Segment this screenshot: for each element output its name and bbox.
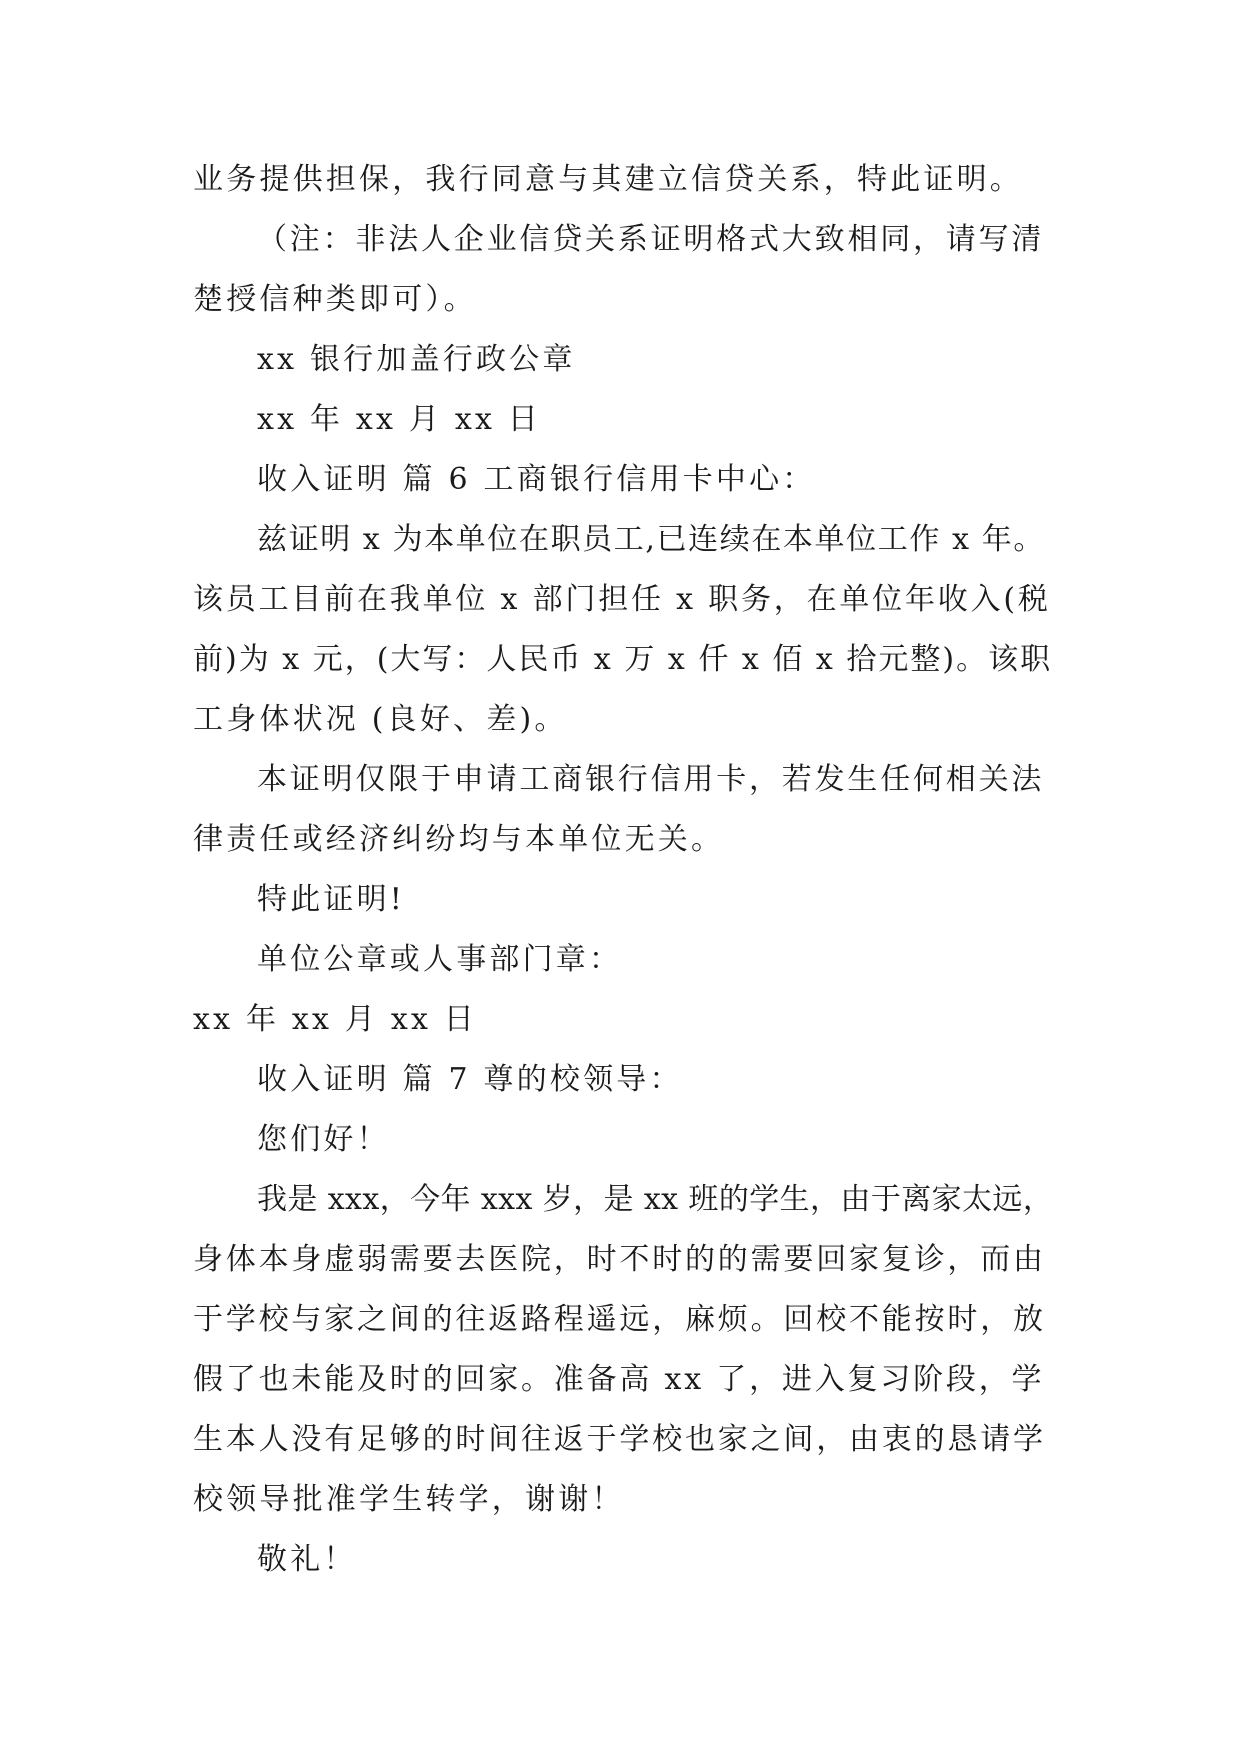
text-line: 生本人没有足够的时间往返于学校也家之间，由衷的恳请学 <box>193 1422 1046 1457</box>
text-line: xx 银行加盖行政公章 <box>257 342 576 377</box>
text-line: 收入证明 篇 7 尊的校领导： <box>257 1062 683 1097</box>
text-line: 特此证明! <box>257 882 406 917</box>
text-line: 业务提供担保，我行同意与其建立信贷关系，特此证明。 <box>193 162 1023 197</box>
text-line: 于学校与家之间的往返路程遥远，麻烦。回校不能按时，放 <box>193 1302 1046 1337</box>
text-line: xx 年 xx 月 xx 日 <box>193 1002 477 1037</box>
text-line: 校领导批准学生转学，谢谢！ <box>193 1482 625 1517</box>
text-line: 我是 xxx，今年 xxx 岁，是 xx 班的学生，由于离家太远， <box>257 1182 1054 1217</box>
text-line: 单位公章或人事部门章： <box>257 942 623 977</box>
text-line: 该员工目前在我单位 x 部门担任 x 职务，在单位年收入(税 <box>193 582 1051 617</box>
text-line: （注：非法人企业信贷关系证明格式大致相同，请写清 <box>257 222 1045 257</box>
document-body <box>193 150 1053 1590</box>
text-line: 收入证明 篇 6 工商银行信用卡中心： <box>257 462 816 497</box>
text-line: 律责任或经济纠纷均与本单位无关。 <box>193 822 725 857</box>
text-line: xx 年 xx 月 xx 日 <box>257 402 541 437</box>
text-line: 您们好！ <box>257 1122 390 1157</box>
text-line: 本证明仅限于申请工商银行信用卡，若发生任何相关法 <box>257 762 1045 797</box>
text-line: 楚授信种类即可）。 <box>193 282 477 317</box>
text-line: 前)为 x 元，(大写：人民币 x 万 x 仟 x 佰 x 拾元整)。该职 <box>193 642 1053 677</box>
text-line: 兹证明 x 为本单位在职员工,已连续在本单位工作 x 年。 <box>257 522 1045 557</box>
text-line: 身体本身虚弱需要去医院，时不时的的需要回家复诊，而由 <box>193 1242 1046 1277</box>
text-line: 工身体状况 (良好、差)。 <box>193 702 568 737</box>
text-line: 敬礼！ <box>257 1542 357 1577</box>
text-line: 假了也未能及时的回家。准备高 xx 了，进入复习阶段，学 <box>193 1362 1045 1397</box>
